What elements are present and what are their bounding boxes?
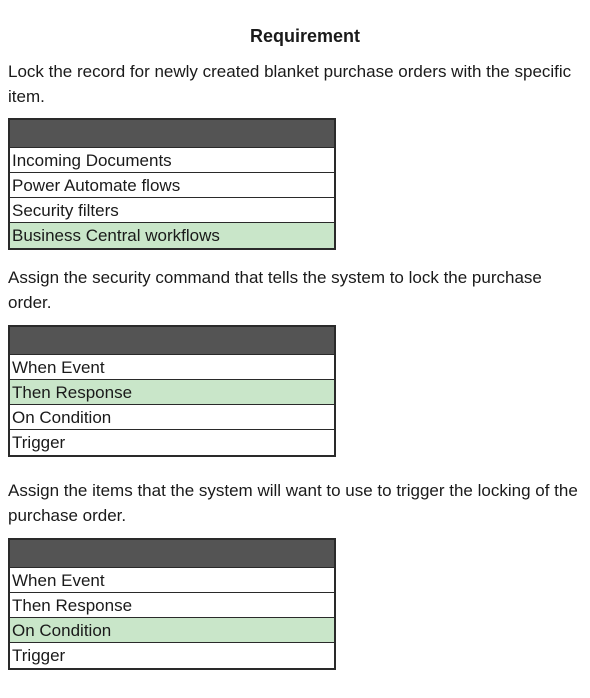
- answer-dropdown-2[interactable]: [8, 325, 336, 457]
- dropdown-option[interactable]: Trigger: [12, 433, 66, 452]
- dropdown-option[interactable]: When Event: [10, 568, 334, 593]
- dropdown-header[interactable]: [10, 540, 334, 568]
- requirement-prompt-3: Assign the items that the system will want to use to trigger the locking of the purchase order.: [8, 481, 578, 525]
- dropdown-header[interactable]: [10, 327, 334, 355]
- answer-dropdown-1[interactable]: [8, 118, 336, 250]
- dropdown-option[interactable]: When Event: [10, 355, 334, 380]
- page-title: Requirement: [249, 26, 361, 46]
- dropdown-option[interactable]: Trigger: [12, 646, 66, 665]
- dropdown-option-selected[interactable]: Business Central workflows: [10, 223, 334, 248]
- dropdown-header[interactable]: [10, 120, 334, 148]
- dropdown-option[interactable]: Then Response: [10, 593, 334, 618]
- dropdown-option[interactable]: Security filters: [10, 198, 334, 223]
- dropdown-option[interactable]: Power Automate flows: [10, 173, 334, 198]
- answer-dropdown-3[interactable]: [8, 538, 336, 670]
- requirement-prompt-1: Lock the record for newly created blanket purchase orders with the specific item.: [8, 62, 572, 106]
- requirement-prompt-2: Assign the security command that tells the system to lock the purchase order.: [8, 268, 542, 312]
- dropdown-option[interactable]: Incoming Documents: [10, 148, 334, 173]
- dropdown-option[interactable]: On Condition: [10, 405, 334, 430]
- dropdown-option-selected[interactable]: On Condition: [10, 618, 334, 643]
- dropdown-option-selected[interactable]: Then Response: [10, 380, 334, 405]
